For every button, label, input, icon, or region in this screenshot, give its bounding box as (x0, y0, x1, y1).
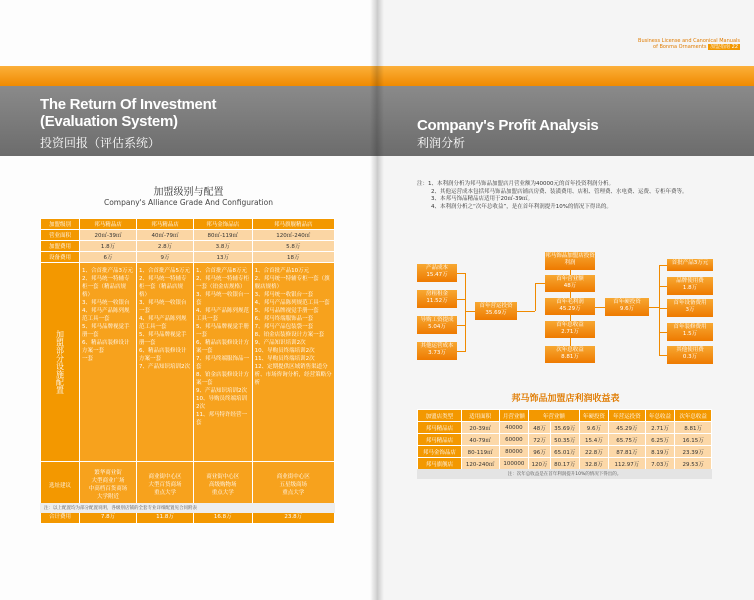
table-row (418, 434, 712, 446)
table-cell: 72万 (529, 434, 551, 446)
list-item: 大型百货商场 (148, 482, 182, 488)
table-header-cell: 年硬投资 (579, 410, 609, 422)
connector (535, 283, 536, 311)
table-cell: 80000 (499, 446, 529, 458)
connector (457, 299, 465, 300)
row-label: 选址建议 (41, 462, 80, 509)
table-header-cell: 邦马金饰品店 (193, 219, 252, 230)
table-cell: 29.53万 (675, 458, 712, 470)
table-row (41, 230, 335, 241)
flow-box-hard-invest: 首年硬投资 9.6万 (605, 298, 649, 316)
flow-box-operating-invest: 首年营运投资 35.69万 (475, 302, 517, 320)
flow-box-gross-profit: 首年毛利润 45.29万 (545, 298, 595, 315)
table-cell: 96万 (529, 446, 551, 458)
alliance-grade-table (40, 218, 335, 524)
profit-notes (417, 181, 688, 211)
page-number-badge: 加盟指南 22 (710, 44, 738, 50)
row-label: 设备费用 (41, 252, 80, 263)
table-row (418, 458, 712, 470)
table-cell: 65.75万 (609, 434, 646, 446)
connector (659, 265, 660, 355)
location-list (80, 469, 136, 501)
list-item: 10、导购员终端培训2次 (195, 396, 247, 410)
roi-title-cn: 投资回报（评估系统） (40, 136, 161, 150)
note-line: 3、本邦马饰品精品店适用于20㎡-39㎡。 (431, 196, 533, 202)
list-item: 6、精品店装修设计方案一套 (82, 340, 130, 354)
table-cell: 120万 (529, 458, 551, 470)
table-cell: 3.8万 (193, 241, 252, 252)
config-list (82, 267, 134, 363)
orange-header-bar (0, 66, 377, 86)
flow-box-brand-fee: 品牌使用费 1.8万 (667, 277, 713, 295)
list-item: 1、合首批产品3万元 (82, 268, 133, 274)
table-cell: 80-119㎡ (461, 446, 499, 458)
table-cell: 2.71万 (645, 422, 675, 434)
table-cell: 邦马精品店 (418, 422, 462, 434)
total-cell: 11.8万 (136, 509, 193, 524)
note-line: 注：1、本利润分析为邦马饰品加盟店月营业额为40000元的首年投资利润分析。 (417, 181, 614, 187)
list-item: 4、邦马产品陈列规范工具一套 (138, 316, 187, 330)
table-row (41, 241, 335, 252)
table-header-row (41, 219, 335, 230)
list-item: 7、产品知识培训2次 (138, 364, 190, 370)
list-item: 重点大学 (282, 490, 305, 496)
connector (659, 286, 667, 287)
connector (457, 325, 465, 326)
profit-table-title: 邦马饰品加盟店利润收益表 (511, 394, 620, 404)
list-item: 5、邦马品牌视觉手册一套 (82, 324, 130, 338)
table-row (418, 422, 712, 434)
flow-box-total-income: 首年总收益 2.71万 (545, 321, 595, 338)
config-cell (193, 263, 252, 462)
total-cell: 16.8万 (193, 509, 252, 524)
table-cell: 5.8万 (252, 241, 334, 252)
list-item: 1、合首批产品5万元 (138, 268, 190, 274)
list-item: 11、邦马特许经营一套 (195, 412, 247, 426)
profit-title-en: Company's Profit Analysis (417, 117, 599, 134)
connector (457, 273, 465, 274)
flow-box-product-cost: 产品成本 15.47万 (417, 264, 457, 282)
table-cell: 65.01万 (550, 446, 579, 458)
table-cell: 13万 (193, 252, 252, 263)
config-list (255, 267, 332, 387)
list-item: 重点大学 (153, 490, 176, 496)
table-header-cell: 次年总收益 (675, 410, 712, 422)
list-item: 5、邦马品牌视觉手册一套 (254, 308, 319, 314)
running-header: Business License and Canonical Manuals of Bonma Ornaments 加盟指南 22 (638, 38, 740, 50)
table-header-cell: 加盟级别 (41, 219, 80, 230)
table-header-cell: 年营业额 (529, 410, 579, 422)
list-item: 5、邦马品牌视觉手册一套 (195, 324, 249, 338)
list-item: 商业街中心区 (148, 474, 182, 480)
location-cell (193, 462, 252, 509)
list-item: 7、邦马终端服饰品一套 (195, 356, 249, 370)
list-item: 9、产品知识培训2次 (195, 388, 247, 394)
table-cell: 23.39万 (675, 446, 712, 458)
table-cell: 45.29万 (609, 422, 646, 434)
table-header-cell: 年营运投资 (609, 410, 646, 422)
table-cell: 112.97万 (609, 458, 646, 470)
table-cell: 6万 (80, 252, 137, 263)
table-cell: 9.6万 (579, 422, 609, 434)
flow-box-rent: 房租租金 11.52万 (417, 290, 457, 308)
table-cell: 邦马旗舰店 (418, 458, 462, 470)
location-list (194, 473, 252, 497)
connector (659, 265, 667, 266)
flow-box-decoration-fee: 首年装修费用 1.5万 (667, 323, 713, 341)
table-cell: 40-79㎡ (461, 434, 499, 446)
alliance-table-title-cn: 加盟级别与配置 (153, 187, 224, 198)
table-header-cell: 加盟店类型 (418, 410, 462, 422)
location-cell (80, 462, 137, 509)
table-header-cell: 适用面积 (461, 410, 499, 422)
list-item: 7、邦马产品包装袋一套 (254, 324, 314, 330)
list-item: 2、邦马统一特辅专柜一套（旗舰店规格） (254, 276, 330, 290)
list-item: 3、邦马统一收银台 (82, 300, 130, 306)
table-row (41, 252, 335, 263)
alliance-table-title-en: Company's Alliance Grade And Configuration (103, 198, 274, 207)
connector (535, 283, 545, 284)
list-item: 6、精品店装修设计方案一套 (195, 340, 249, 354)
table-cell: 100000 (499, 458, 529, 470)
list-item: 4、邦马产品陈列规范工具一套 (195, 308, 249, 322)
right-footnote: 注：次年总收益是在首年利润提升10%的情况下得出的。 (417, 469, 712, 479)
connector (649, 307, 659, 308)
table-cell: 87.81万 (609, 446, 646, 458)
table-cell: 50.35万 (550, 434, 579, 446)
note-line: 4、本利润分析之“次年总收益”，是在首年利润提升10%的情况下得出的。 (431, 203, 612, 210)
table-cell: 35.69万 (550, 422, 579, 434)
config-cell (80, 263, 137, 462)
list-item: 2、邦马统一特辅专柜一套（精品店规格） (82, 276, 130, 298)
flow-box-staff: 导购工资提成 5.04万 (417, 316, 457, 334)
table-cell: 8.19万 (645, 446, 675, 458)
profit-title-cn: 利润分析 (417, 136, 466, 150)
list-item: 4、邦马产品陈列规范工具一套 (254, 300, 330, 306)
list-item: 大型商业广场 (91, 478, 125, 484)
connector (659, 332, 667, 333)
list-item: 3、邦马统一收银台一套 (195, 292, 249, 306)
connector (659, 355, 667, 356)
table-cell: 6.25万 (645, 434, 675, 446)
table-cell: 40000 (499, 422, 529, 434)
table-cell: 15.4万 (579, 434, 609, 446)
location-row (41, 462, 335, 509)
flow-box-top: 邦马饰品加盟店投资利润 (545, 252, 595, 270)
table-header-cell: 年总收益 (645, 410, 675, 422)
connector (457, 351, 465, 352)
table-cell: 48万 (529, 422, 551, 434)
table-header-cell: 月营业额 (499, 410, 529, 422)
table-header-cell: 邦马精品店 (136, 219, 193, 230)
right-page (377, 0, 754, 600)
table-cell: 20㎡-39㎡ (80, 230, 137, 241)
list-item: 大学附近 (96, 494, 119, 500)
connector (659, 308, 667, 309)
list-item: 3、邦马统一收银台一套 (138, 300, 187, 314)
total-cell: 7.8万 (80, 509, 137, 524)
list-item: 12、定期提供区域销售渠道分析、市场咨询分析，经营策略分析 (254, 364, 332, 386)
list-item: 8、铂金店装修设计方案一套 (195, 372, 249, 386)
table-cell: 2.8万 (136, 241, 193, 252)
left-footnote: 注：以上配置均为部分配置说明，各级别店铺的全套专业详细配置见合同附表 (40, 503, 335, 513)
table-header-cell: 邦马旗舰精品店 (252, 219, 334, 230)
location-list (253, 473, 334, 497)
list-item: 重点大学 (211, 490, 234, 496)
list-item: 繁华商业街 (94, 470, 122, 476)
table-cell: 80.17万 (550, 458, 579, 470)
table-row (418, 446, 712, 458)
total-cell: 23.8万 (252, 509, 334, 524)
config-list (196, 267, 250, 427)
config-label: 加盟部分设施配置 (41, 263, 80, 462)
list-item: 商业街中心区 (276, 474, 310, 480)
flow-box-equipment-fee: 首年设备费用 3万 (667, 299, 713, 317)
list-item: 1、合首批产品8万元 (195, 268, 247, 274)
flow-box-next-income: 次年总收益 8.81万 (545, 346, 595, 363)
table-cell: 80㎡-119㎡ (193, 230, 252, 241)
connector (465, 273, 466, 352)
table-header-row (418, 410, 712, 422)
list-item: 3、邦马统一收银台一套 (254, 292, 314, 298)
table-cell: 120㎡-240㎡ (252, 230, 334, 241)
row-label: 合计费用 (41, 509, 80, 524)
book-spine-shadow (370, 0, 384, 600)
table-cell: 8.81万 (675, 422, 712, 434)
table-cell: 9万 (136, 252, 193, 263)
list-item: 1、合首批产品10万元 (254, 268, 310, 274)
table-cell: 20-39㎡ (461, 422, 499, 434)
row-label: 加盟费用 (41, 241, 80, 252)
table-cell: 18万 (252, 252, 334, 263)
location-cell (252, 462, 334, 509)
flow-box-first-products: 首批产品3万元 (667, 259, 713, 271)
orange-header-bar (377, 66, 754, 86)
flow-box-other-cost: 其他运营成本 3.73万 (417, 342, 457, 360)
config-cell (252, 263, 334, 462)
table-cell: 22.8万 (579, 446, 609, 458)
connector (570, 338, 571, 346)
list-item: 高级购物场 (209, 482, 237, 488)
flow-box-other-fee: 其他使用费 0.3万 (667, 346, 713, 364)
row-label: 营业面积 (41, 230, 80, 241)
location-list (137, 473, 193, 497)
config-row (41, 263, 335, 462)
list-item: 11、导购员终端培训2次 (254, 356, 315, 362)
table-cell: 32.8万 (579, 458, 609, 470)
table-cell: 40㎡-79㎡ (136, 230, 193, 241)
table-cell: 60000 (499, 434, 529, 446)
list-item: 6、邦马终端服饰品一套 (254, 316, 314, 322)
table-cell: 邦马金饰品店 (418, 446, 462, 458)
connector (595, 307, 605, 308)
flow-box-annual-revenue: 首年营业额 48万 (545, 275, 595, 292)
config-list (139, 267, 191, 371)
table-cell: 16.15万 (675, 434, 712, 446)
table-cell: 120-240㎡ (461, 458, 499, 470)
list-item: 中高档百货商场 (88, 486, 128, 492)
list-item: 8、铂金店装修设计方案一套 (254, 332, 325, 338)
table-cell: 1.8万 (80, 241, 137, 252)
roi-title-en: The Return Of Investment (Evaluation System) (40, 96, 217, 130)
list-item: 6、精品店装修设计方案一套 (138, 348, 187, 362)
list-item: 4、邦马产品陈列规范工具一套 (82, 308, 130, 322)
connector (465, 311, 475, 312)
list-item: 10、导购员终端培训2次 (254, 348, 315, 354)
list-item: 5、邦马品牌视觉手册一套 (138, 332, 187, 346)
table-cell: 邦马精品店 (418, 434, 462, 446)
config-cell (136, 263, 193, 462)
note-line: 2、其他运营成本包括邦马饰品加盟店铺店房费、装潢费用、店租、管理费、水电费、运费、专柜年费等。 (431, 188, 688, 195)
profit-income-table (417, 409, 712, 470)
table-header-cell: 邦马精品店 (80, 219, 137, 230)
list-item: 一套 (82, 356, 94, 362)
list-item: 9、产品知识培训2次 (254, 340, 306, 346)
list-item: 商业街中心区 (206, 474, 240, 480)
list-item: 2、邦马统一特辅专柜一套（铂金店规格） (195, 276, 249, 290)
location-cell (136, 462, 193, 509)
list-item: 五星级商场 (279, 482, 308, 488)
connector (517, 311, 535, 312)
list-item: 2、邦马统一特辅专柜一套（精品店规格） (138, 276, 187, 298)
table-cell: 7.03万 (645, 458, 675, 470)
